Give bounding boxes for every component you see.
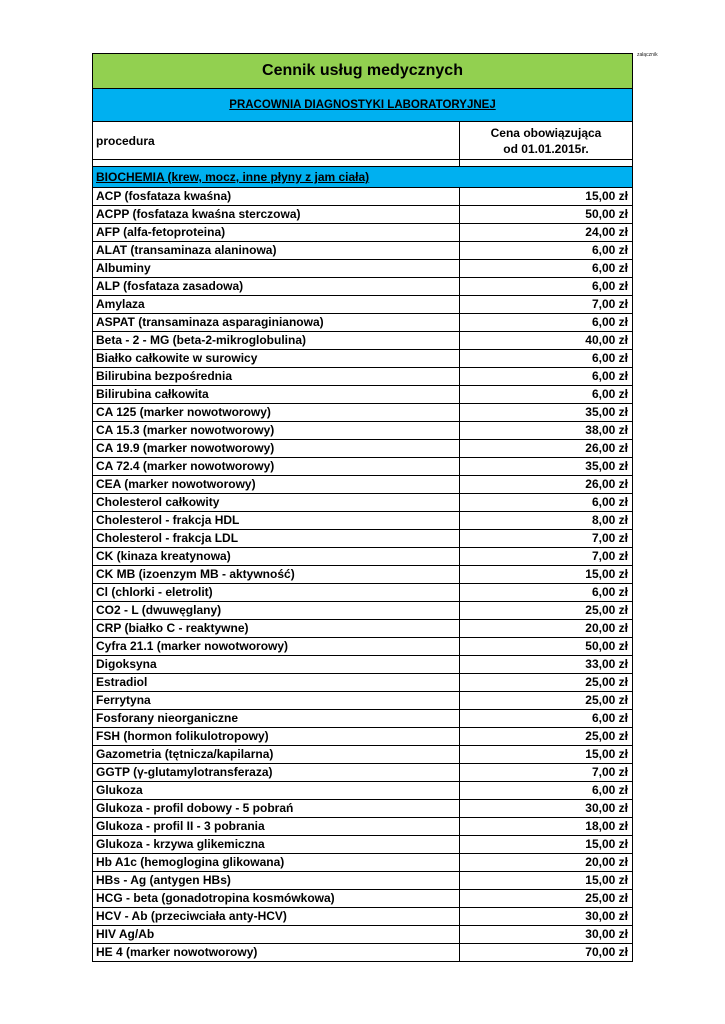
section-title: BIOCHEMIA (krew, mocz, inne płyny z jam ciała): [93, 167, 633, 188]
procedure-name: Cholesterol - frakcja LDL: [93, 530, 460, 548]
procedure-price: 6,00 zł: [460, 368, 633, 386]
procedure-price: 25,00 zł: [460, 692, 633, 710]
table-row: [93, 908, 633, 926]
table-row: [93, 602, 633, 620]
table-row: [93, 926, 633, 944]
procedure-name: HE 4 (marker nowotworowy): [93, 944, 460, 962]
procedure-name: Bilirubina bezpośrednia: [93, 368, 460, 386]
procedure-price: 6,00 zł: [460, 710, 633, 728]
title-row: [93, 54, 633, 89]
procedure-name: AFP (alfa-fetoproteina): [93, 224, 460, 242]
procedure-name: Digoksyna: [93, 656, 460, 674]
spacer-row: [93, 160, 633, 167]
table-row: [93, 530, 633, 548]
procedure-price: 15,00 zł: [460, 836, 633, 854]
procedure-price: 38,00 zł: [460, 422, 633, 440]
procedure-price: 20,00 zł: [460, 854, 633, 872]
procedure-price: 35,00 zł: [460, 458, 633, 476]
procedure-price: 20,00 zł: [460, 620, 633, 638]
table-row: [93, 494, 633, 512]
procedure-price: 26,00 zł: [460, 440, 633, 458]
procedure-price: 6,00 zł: [460, 278, 633, 296]
procedure-name: Glukoza - profil dobowy - 5 pobrań: [93, 800, 460, 818]
table-row: [93, 242, 633, 260]
table-row: [93, 836, 633, 854]
procedure-price: 25,00 zł: [460, 602, 633, 620]
procedure-price: 7,00 zł: [460, 296, 633, 314]
table-row: [93, 350, 633, 368]
table-row: [93, 566, 633, 584]
procedure-price: 6,00 zł: [460, 350, 633, 368]
procedure-price: 25,00 zł: [460, 728, 633, 746]
procedure-name: Bilirubina całkowita: [93, 386, 460, 404]
table-row: [93, 944, 633, 962]
procedure-name: Cholesterol - frakcja HDL: [93, 512, 460, 530]
table-row: [93, 458, 633, 476]
header-row: [93, 122, 633, 160]
procedure-price: 70,00 zł: [460, 944, 633, 962]
table-row: [93, 278, 633, 296]
procedure-name: Fosforany nieorganiczne: [93, 710, 460, 728]
procedure-price: 6,00 zł: [460, 584, 633, 602]
procedure-name: ASPAT (transaminaza asparaginianowa): [93, 314, 460, 332]
table-row: [93, 638, 633, 656]
table-row: [93, 656, 633, 674]
procedure-name: CO2 - L (dwuwęglany): [93, 602, 460, 620]
table-row: [93, 188, 633, 206]
price-list-table: [92, 53, 633, 962]
procedure-name: Cholesterol całkowity: [93, 494, 460, 512]
table-row: [93, 206, 633, 224]
procedure-name: HBs - Ag (antygen HBs): [93, 872, 460, 890]
section-row: [93, 167, 633, 188]
table-row: [93, 476, 633, 494]
procedure-name: CA 15.3 (marker nowotworowy): [93, 422, 460, 440]
price-header-line1: Cena obowiązująca: [490, 125, 602, 140]
procedure-price: 50,00 zł: [460, 638, 633, 656]
procedure-name: FSH (hormon folikulotropowy): [93, 728, 460, 746]
procedure-name: CA 19.9 (marker nowotworowy): [93, 440, 460, 458]
table-row: [93, 890, 633, 908]
procedure-price: 6,00 zł: [460, 260, 633, 278]
procedure-name: HCV - Ab (przeciwciała anty-HCV): [93, 908, 460, 926]
corner-note: załącznik: [637, 52, 658, 58]
procedure-name: Hb A1c (hemoglogina glikowana): [93, 854, 460, 872]
procedure-name: ACPP (fosfataza kwaśna sterczowa): [93, 206, 460, 224]
procedure-price: 25,00 zł: [460, 890, 633, 908]
procedure-price: 6,00 zł: [460, 494, 633, 512]
procedure-price: 6,00 zł: [460, 314, 633, 332]
table-row: [93, 584, 633, 602]
department-row: [93, 89, 633, 122]
table-row: [93, 800, 633, 818]
procedure-name: Amylaza: [93, 296, 460, 314]
procedure-name: CA 72.4 (marker nowotworowy): [93, 458, 460, 476]
table-row: [93, 674, 633, 692]
procedure-price: 18,00 zł: [460, 818, 633, 836]
procedure-name: ACP (fosfataza kwaśna): [93, 188, 460, 206]
spacer-cell: [93, 160, 460, 167]
procedure-name: CA 125 (marker nowotworowy): [93, 404, 460, 422]
table-row: [93, 404, 633, 422]
table-row: [93, 818, 633, 836]
procedure-name: CEA (marker nowotworowy): [93, 476, 460, 494]
procedure-name: CK (kinaza kreatynowa): [93, 548, 460, 566]
procedure-price: 26,00 zł: [460, 476, 633, 494]
procedure-name: Estradiol: [93, 674, 460, 692]
procedure-price: 15,00 zł: [460, 566, 633, 584]
procedure-name: Ferrytyna: [93, 692, 460, 710]
procedure-price: 15,00 zł: [460, 746, 633, 764]
table-row: [93, 512, 633, 530]
table-row: [93, 224, 633, 242]
procedure-name: Cl (chlorki - eletrolit): [93, 584, 460, 602]
department-title: PRACOWNIA DIAGNOSTYKI LABORATORYJNEJ: [93, 89, 633, 122]
table-row: [93, 692, 633, 710]
procedure-name: ALP (fosfataza zasadowa): [93, 278, 460, 296]
procedure-name: Glukoza - profil II - 3 pobrania: [93, 818, 460, 836]
procedure-price: 15,00 zł: [460, 188, 633, 206]
procedure-price: 6,00 zł: [460, 242, 633, 260]
procedure-name: Glukoza: [93, 782, 460, 800]
procedure-name: GGTP (γ-glutamylotransferaza): [93, 764, 460, 782]
table-row: [93, 746, 633, 764]
procedure-name: HIV Ag/Ab: [93, 926, 460, 944]
procedure-name: Albuminy: [93, 260, 460, 278]
table-row: [93, 764, 633, 782]
procedure-name: Cyfra 21.1 (marker nowotworowy): [93, 638, 460, 656]
procedure-price: 35,00 zł: [460, 404, 633, 422]
page-title: Cennik usług medycznych: [93, 54, 633, 89]
table-row: [93, 620, 633, 638]
procedure-name: CK MB (izoenzym MB - aktywność): [93, 566, 460, 584]
procedure-header: procedura: [93, 122, 460, 160]
procedure-price: 24,00 zł: [460, 224, 633, 242]
procedure-price: 7,00 zł: [460, 548, 633, 566]
price-header: [460, 122, 633, 160]
procedure-price: 8,00 zł: [460, 512, 633, 530]
procedure-price: 30,00 zł: [460, 926, 633, 944]
table-row: [93, 710, 633, 728]
procedure-name: Glukoza - krzywa glikemiczna: [93, 836, 460, 854]
procedure-price: 15,00 zł: [460, 872, 633, 890]
table-row: [93, 872, 633, 890]
procedure-price: 25,00 zł: [460, 674, 633, 692]
spacer-cell: [460, 160, 633, 167]
table-row: [93, 782, 633, 800]
table-row: [93, 728, 633, 746]
table-row: [93, 332, 633, 350]
procedure-name: ALAT (transaminaza alaninowa): [93, 242, 460, 260]
table-row: [93, 296, 633, 314]
procedure-price: 6,00 zł: [460, 386, 633, 404]
table-row: [93, 422, 633, 440]
procedure-name: HCG - beta (gonadotropina kosmówkowa): [93, 890, 460, 908]
procedure-price: 33,00 zł: [460, 656, 633, 674]
procedure-name: Gazometria (tętnicza/kapilarna): [93, 746, 460, 764]
procedure-price: 30,00 zł: [460, 800, 633, 818]
procedure-price: 50,00 zł: [460, 206, 633, 224]
table-row: [93, 260, 633, 278]
procedure-name: CRP (białko C - reaktywne): [93, 620, 460, 638]
table-row: [93, 386, 633, 404]
table-row: [93, 548, 633, 566]
procedure-price: 30,00 zł: [460, 908, 633, 926]
procedure-price: 40,00 zł: [460, 332, 633, 350]
procedure-name: Beta - 2 - MG (beta-2-mikroglobulina): [93, 332, 460, 350]
procedure-price: 6,00 zł: [460, 782, 633, 800]
table-row: [93, 314, 633, 332]
table-row: [93, 440, 633, 458]
procedure-name: Białko całkowite w surowicy: [93, 350, 460, 368]
price-header-line2: od 01.01.2015r.: [503, 141, 589, 156]
procedure-price: 7,00 zł: [460, 764, 633, 782]
table-row: [93, 854, 633, 872]
table-row: [93, 368, 633, 386]
procedure-price: 7,00 zł: [460, 530, 633, 548]
